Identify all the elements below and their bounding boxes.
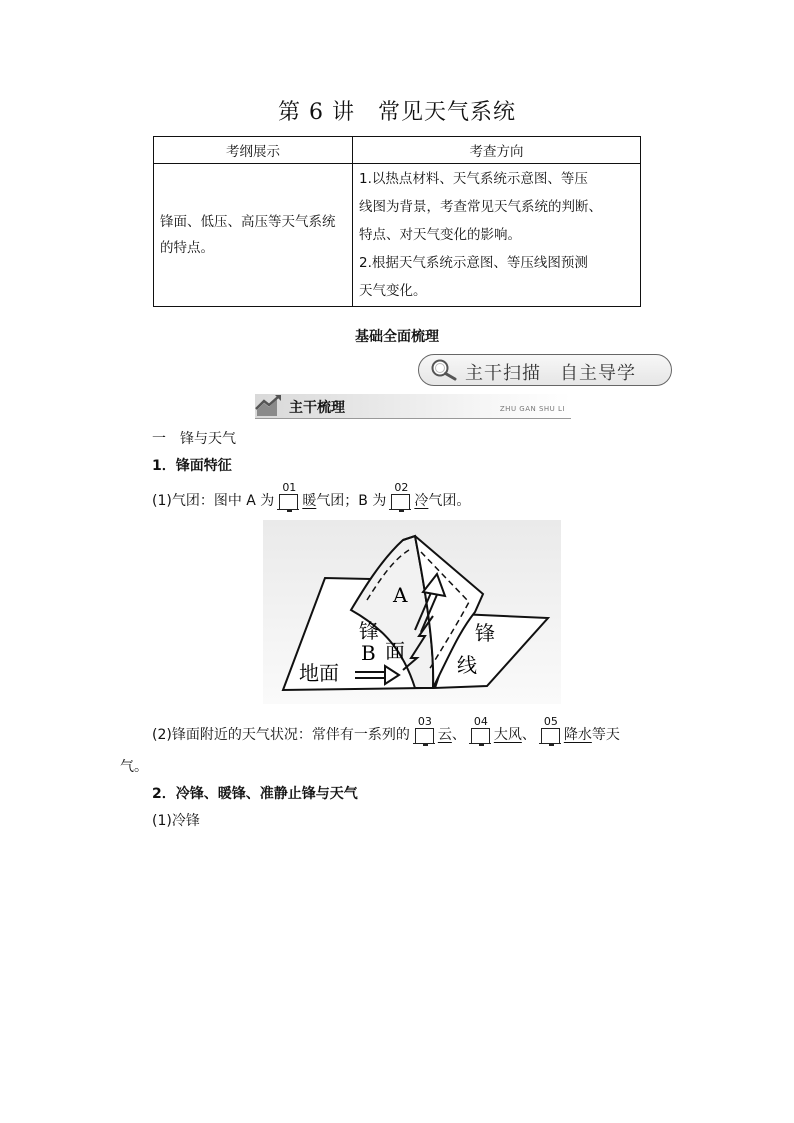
syllabus-text: 锋面、低压、高压等天气系统的特点。 [160, 214, 336, 256]
q2-prefix: (2)锋面附近的天气状况：常伴有一系列的 [152, 727, 410, 743]
table-cell-direction [353, 164, 641, 307]
trend-chart-icon [255, 394, 285, 418]
item2-heading: 2．冷锋、暖锋、准静止锋与天气 [152, 786, 358, 802]
banner-text: 主干扫描 自主导学 [465, 363, 636, 384]
question-2 [152, 715, 620, 744]
outline-table [153, 136, 641, 307]
table-header-direction: 考查方向 [353, 137, 641, 164]
table-row [154, 164, 641, 307]
magnifier-icon [429, 359, 459, 381]
label-front-line-2: 线 [457, 653, 477, 677]
part1-heading: 一 锋与天气 [152, 431, 236, 447]
q1-end: 气团。 [428, 493, 471, 509]
sub-banner-label: 主干梳理 [289, 400, 345, 416]
sub-banner-pinyin: ZHU GAN SHU LI [499, 405, 565, 413]
front-diagram [263, 520, 561, 704]
page-title: 第 6 讲 常见天气系统 [278, 100, 516, 125]
answer-warm: 暖 [302, 493, 317, 509]
answer-blank-02[interactable] [389, 481, 411, 508]
blank-number: 02 [394, 481, 409, 494]
item1-heading: 1．锋面特征 [152, 458, 232, 474]
direction-line: 1.以热点材料、天气系统示意图、等压 [359, 171, 588, 187]
direction-line: 线图为背景，考查常见天气系统的判断、 [359, 199, 602, 215]
direction-line: 2.根据天气系统示意图、等压线图预测 [359, 255, 588, 271]
answer-precipitation: 降水 [563, 727, 592, 743]
direction-line: 特点、对天气变化的影响。 [359, 227, 521, 243]
label-front-surface-2: 面 [385, 639, 405, 663]
direction-line: 天气变化。 [359, 283, 427, 299]
answer-blank-03[interactable] [413, 715, 435, 742]
answer-cold: 冷 [414, 493, 429, 509]
label-front-surface-1: 锋 [359, 619, 379, 643]
answer-blank-04[interactable] [469, 715, 491, 742]
label-b: B [361, 641, 376, 665]
item2-sub: (1)冷锋 [152, 813, 200, 829]
question-1 [152, 481, 471, 510]
table-header-row [154, 137, 641, 164]
separator: 、 [451, 727, 466, 743]
section-heading: 基础全面梳理 [355, 329, 439, 345]
table-header-syllabus: 考纲展示 [154, 137, 353, 164]
q2-suffix: 等天 [591, 727, 620, 743]
answer-blank-01[interactable] [277, 481, 299, 508]
answer-wind: 大风 [493, 727, 522, 743]
blank-number: 05 [543, 715, 558, 728]
blank-number: 01 [282, 481, 297, 494]
table-cell-syllabus [154, 164, 353, 307]
scan-banner [418, 354, 672, 386]
answer-blank-05[interactable] [539, 715, 561, 742]
answer-cloud: 云 [437, 727, 452, 743]
blank-number: 04 [473, 715, 488, 728]
q1-prefix: (1)气团：图中 A 为 [152, 493, 275, 509]
label-ground: 地面 [299, 661, 339, 685]
label-a: A [393, 583, 408, 607]
separator: 、 [521, 727, 536, 743]
q1-middle: 气团；B 为 [316, 493, 387, 509]
label-front-line-1: 锋 [475, 621, 495, 645]
blank-number: 03 [417, 715, 432, 728]
question-2-wrap: 气。 [120, 759, 148, 775]
sub-banner [255, 394, 571, 419]
